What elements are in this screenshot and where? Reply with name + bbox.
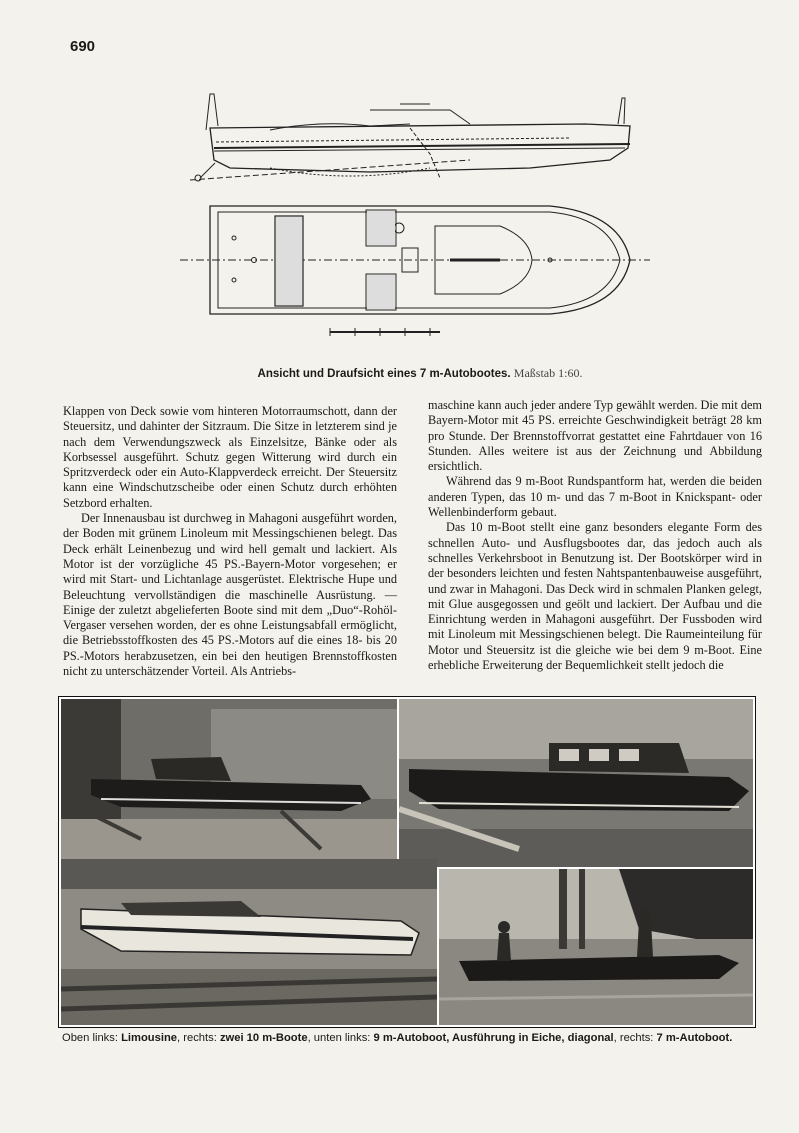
caption-bold: 9 m-Autoboot, Ausführung in Eiche, diagonal — [373, 1032, 614, 1044]
text-column-left — [63, 404, 397, 679]
drawing-caption-scale: Maßstab 1:60. — [513, 366, 583, 380]
caption-bold: zwei 10 m-Boote — [219, 1032, 308, 1044]
caption-text: Oben links: — [62, 1032, 122, 1044]
photos-caption — [62, 1032, 762, 1044]
caption-bold: Limousine — [121, 1032, 178, 1044]
paragraph: Klappen von Deck sowie vom hinteren Motorraumschott, dann der Steuersitz, und dahinter der Sitzraum. Die Sitze in letzterem sind je nach dem Verwendungszweck als Einzelsitze, Bänke oder als Korbsessel ausgeführt. Schutz gegen Witterung wird durch ein Spritzverdeck oder ein Auto-Klappverdeck erreicht. Der Steuersitz kann eine Windschutzscheibe oder einen Schutz durch erhöhten Setzbord erhalten. — [63, 404, 397, 510]
page-number: 690 — [70, 38, 96, 55]
caption-text: , unten links: — [307, 1032, 374, 1044]
drawing-caption-title: Ansicht und Draufsicht eines 7 m-Autobootes. — [257, 368, 511, 380]
paragraph: Der Innenausbau ist durchweg in Mahagoni ausgeführt worden, der Boden mit grünem Linoleum mit Messingschienen belegt. Das Deck erhält Leinenbezug und wird hell gemalt und lackiert. Als Motor ist der vorzügliche 45 PS.-Bayern-Motor vorgesehen; er wird mit Start- und Lichtanlage ausgerüstet. Elektrische Hupe und Beleuchtung vervollständigen die maschinelle Ausrüstung. — Einige der zuletzt abgelieferten Boote sind mit dem „Duo“-Rohöl-Vergaser versehen worden, der es ohne Leistungsabfall ermöglicht, die Betriebsstoffkosten des 45 PS.-Motors auf die eines 18- bis 20 PS.-Motors herabzusetzen, ein bei den heutigen Brennstoffkosten nicht zu unterschätzender Vorteil. Als Antriebs- — [63, 511, 397, 679]
photo-collage — [58, 696, 756, 1028]
photo-limousine — [61, 699, 397, 859]
caption-bold: 7 m-Autoboot. — [656, 1032, 733, 1044]
paragraph: Das 10 m-Boot stellt eine ganz besonders elegante Form des schnellen Auto- und Ausflugsbootes dar, das jedoch auch als schnelles Verkehrsboot in Benutzung ist. Der Bootskörper wird in der besonders leichten und festen Nahtspantenbauweise ausgeführt, und zwar in Mahagoni. Das Deck wird in schmalen Planken gelegt, mit Glue ausgegossen und geölt und lackiert. Der Aufbau und die Einrichtung werden in Mahagoni ausgeführt. Der Fussboden wird mit Linoleum mit Messingschienen belegt. Die Raumeinteilung für Motor und Steuersitz ist die gleiche wie bei dem 9 m-Boot. Eine erhebliche Erweiterung der Bequemlichkeit stellt jedoch die — [428, 520, 762, 673]
photo-two-10m-boats — [399, 699, 753, 867]
caption-text: , rechts: — [177, 1032, 220, 1044]
paragraph: maschine kann auch jeder andere Typ gewählt werden. Die mit dem Bayern-Motor mit 45 PS. erreichte Geschwindigkeit beträgt 28 km pro Stunde. Der Brennstoffvorrat gestattet eine Fahrtdauer von 16 Stunden. Alles weitere ist aus der Zeichnung und Abbildung ersichtlich. — [428, 398, 762, 474]
caption-text: , rechts: — [613, 1032, 657, 1044]
text-column-right — [428, 398, 762, 673]
drawing-caption — [180, 366, 660, 381]
paragraph: Während das 9 m-Boot Rundspantform hat, werden die beiden anderen Typen, das 10 m- und das 7 m-Boot in Knickspant- oder Wellenbinderform gebaut. — [428, 474, 762, 520]
photo-7m-autoboot — [439, 869, 753, 1025]
photo-9m-autoboot-oak — [61, 859, 437, 1025]
boat-technical-drawing — [170, 88, 660, 368]
